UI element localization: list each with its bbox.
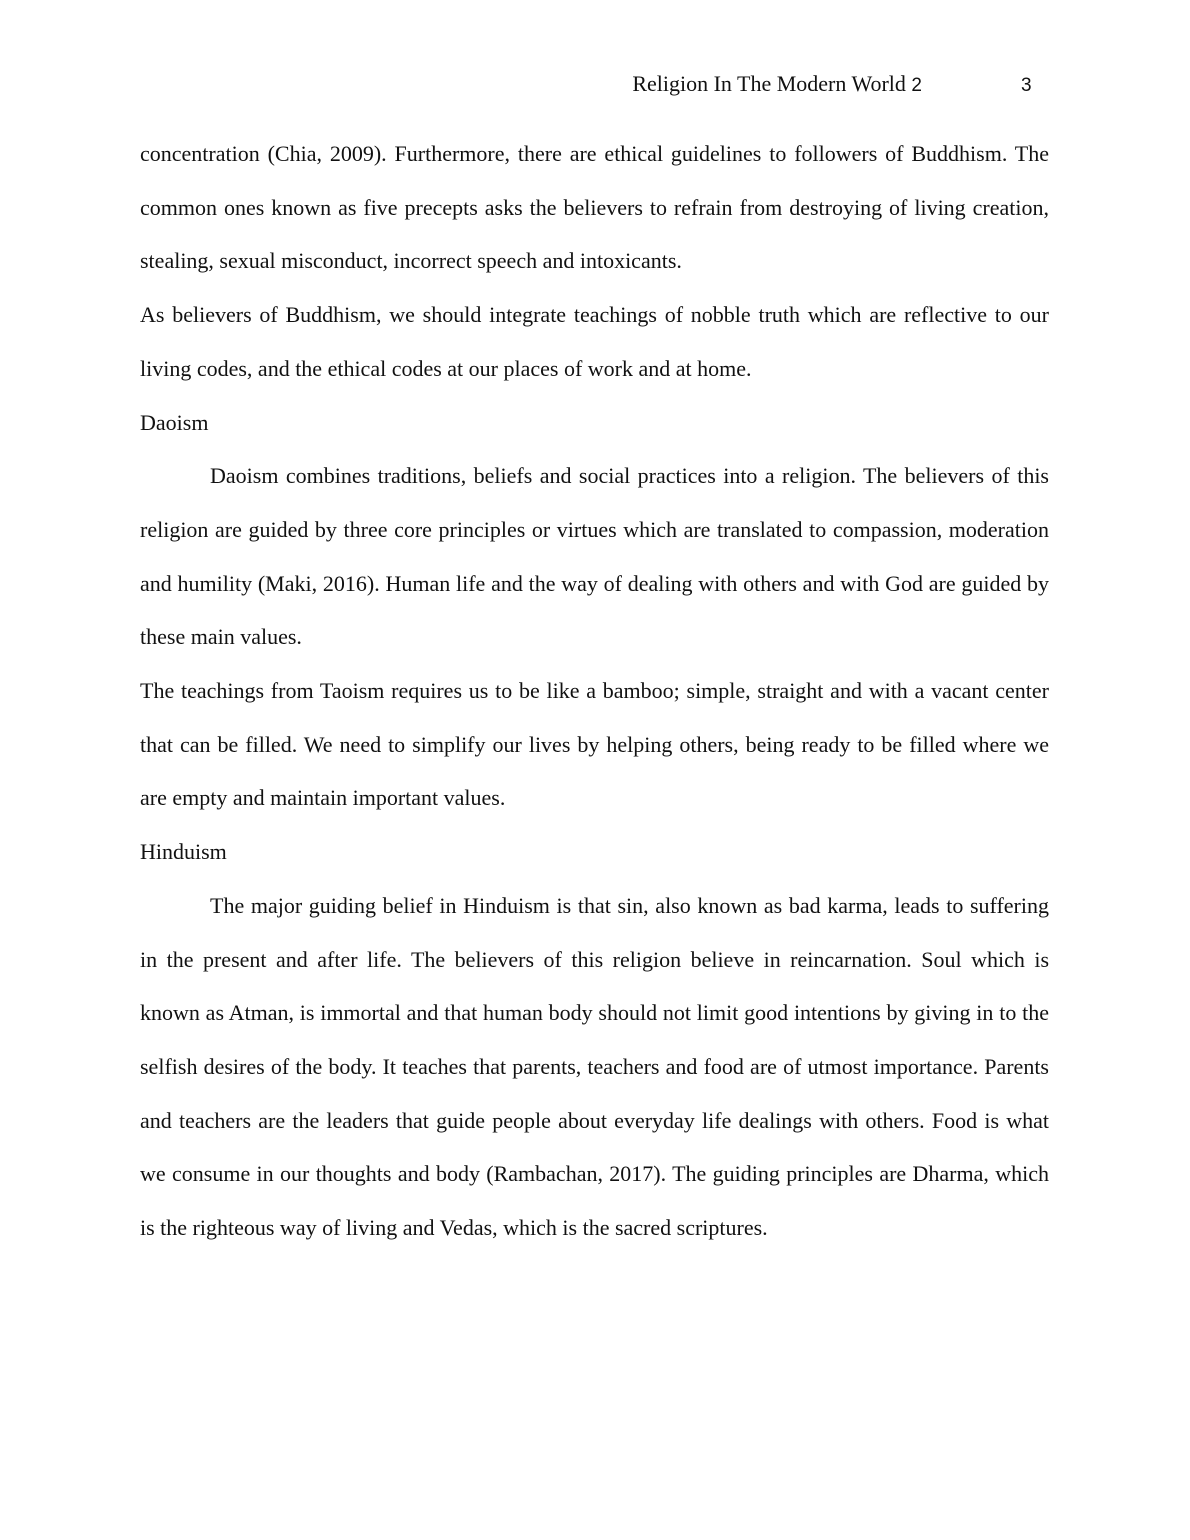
running-head-number: 2 <box>911 75 922 96</box>
paragraph-buddhism-reflection: As believers of Buddhism, we should integrate teachings of nobble truth which are reflective to our living codes, and the ethical codes at our places of work and at home. <box>140 302 1049 381</box>
paragraph-daoism-principles: Daoism combines traditions, beliefs and social practices into a religion. The believers of this religion are guided by three core principles or virtues which are translated to compassion, moderation and humility (Maki, 2016). Human life and the way of dealing with others and with God are guided by these main values. <box>140 463 1049 650</box>
running-head-title: Religion In The Modern World <box>632 71 906 96</box>
document-body <box>140 127 1049 1255</box>
running-head <box>632 70 922 100</box>
page-number: 3 <box>1021 75 1032 96</box>
heading-daoism: Daoism <box>140 409 209 435</box>
paragraph-hinduism-beliefs: The major guiding belief in Hinduism is that sin, also known as bad karma, leads to suffering in the present and after life. The believers of this religion believe in reincarnation. Soul which is known as Atman, is immortal and that human body should not limit good intentions by giving in to the selfish desires of the body. It teaches that parents, teachers and food are of utmost importance. Parents and teachers are the leaders that guide people about everyday life dealings with others. Food is what we consume in our thoughts and body (Rambachan, 2017). The guiding principles are Dharma, which is the righteous way of living and Vedas, which is the sacred scriptures. <box>140 892 1049 1241</box>
heading-hinduism: Hinduism <box>140 839 227 865</box>
paragraph-buddhism-precepts: concentration (Chia, 2009). Furthermore, there are ethical guidelines to followers of Buddhism. The common ones known as five precepts asks the believers to refrain from destroying of living creation, stealing, sexual misconduct, incorrect speech and intoxicants. <box>140 141 1049 274</box>
paragraph-daoism-reflection: The teachings from Taoism requires us to be like a bamboo; simple, straight and with a vacant center that can be filled. We need to simplify our lives by helping others, being ready to be filled where we are empty and maintain important values. <box>140 678 1049 811</box>
page-header <box>0 70 1190 100</box>
